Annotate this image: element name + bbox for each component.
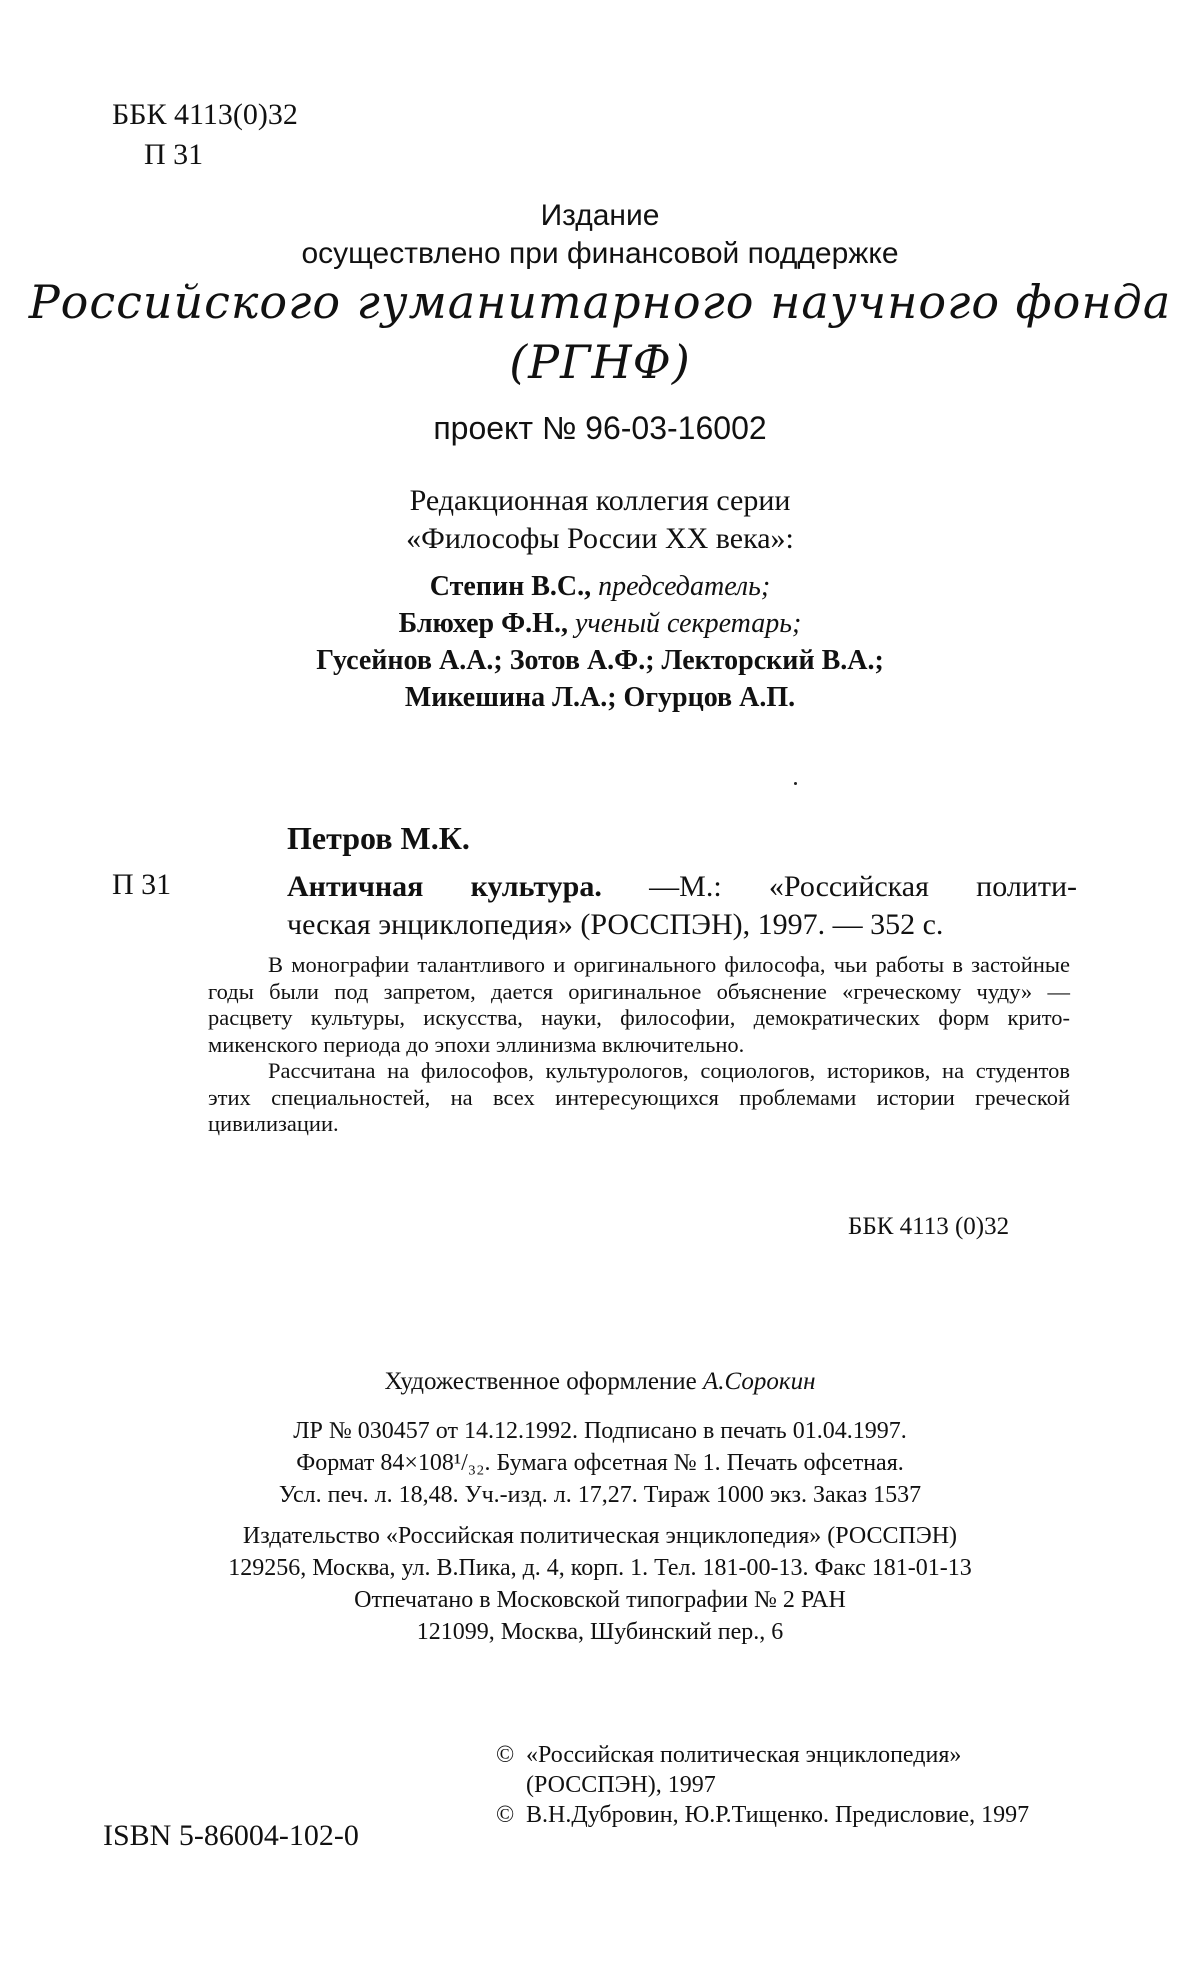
copyright-text: «Российская политическая энциклопедия» (РОССПЭН), 1997: [526, 1742, 962, 1798]
board-title-line: «Философы России XX века»:: [406, 522, 794, 555]
sponsor-note: [0, 197, 1200, 273]
annotation-paragraph: Рассчитана на философов, культурологов, социологов, историков, на студентов этих специальностей, на всех интересующихся проблемами истории греческой цивилизации.: [208, 1058, 1070, 1136]
print-detail-line: ЛР № 030457 от 14.12.1992. Подписано в печать 01.04.1997.: [293, 1418, 907, 1444]
sponsor-line: Издание: [540, 199, 660, 232]
project-number: проект № 96-03-16002: [433, 410, 767, 446]
board-row: [0, 568, 1200, 605]
bbk-code-bottom: ББК 4113 (0)32: [848, 1213, 1010, 1240]
board-row: Гусейнов А.А.; Зотов А.Ф.; Лекторский В.А.;: [316, 645, 884, 676]
bibliographic-line: ческая энциклопедия» (РОССПЭН), 1997. — 352 с.: [287, 908, 944, 941]
print-details: [0, 1415, 1200, 1511]
copyright-block: [496, 1740, 1096, 1830]
author-mark: П 31: [112, 868, 172, 901]
board-member-name: Степин В.С.,: [429, 571, 592, 602]
copyright-row: [496, 1740, 1096, 1800]
publisher-line: 121099, Москва, Шубинский пер., 6: [416, 1619, 784, 1645]
fund-name: [0, 272, 1200, 392]
publisher-line: Отпечатано в Московской типографии № 2 РАН: [354, 1587, 846, 1613]
board-row: Микешина Л.А.; Огурцов А.П.: [404, 682, 796, 713]
fund-abbrev: (РГНФ): [509, 335, 691, 389]
bbk-code-top: ББК 4113(0)32: [112, 98, 298, 131]
designer-name: А.Сорокин: [703, 1368, 816, 1395]
board-members: [0, 568, 1200, 716]
publisher-line: Издательство «Российская политическая энциклопедия» (РОССПЭН): [242, 1523, 958, 1549]
board-member-role: ученый секретарь;: [574, 608, 802, 639]
board-row: [0, 605, 1200, 642]
annotation-paragraph: В монографии талантливого и оригинального философа, чьи работы в застойные годы были под запретом, дается оригинальное объяснение «греческому чуду» — расцвету культуры, искусства, науки, философии, демократических форм крито-микенского периода до эпохи эллинизма включительно.: [208, 952, 1070, 1057]
print-detail-line: Усл. печ. л. 18,48. Уч.-изд. л. 17,27. Тираж 1000 экз. Заказ 1537: [278, 1482, 922, 1508]
sponsor-line: осуществлено при финансовой поддержке: [301, 237, 899, 270]
board-member-name: Блюхер Ф.Н.,: [398, 608, 568, 639]
bibliographic-line: [287, 868, 1077, 906]
board-title: [0, 482, 1200, 558]
fund-name-line: Российского гуманитарного научного фонда: [28, 275, 1172, 329]
copyright-symbol: ©: [496, 1802, 515, 1828]
board-member-role: председатель;: [598, 571, 771, 602]
book-title: Античная культура.: [287, 870, 602, 903]
design-label: Художественное оформление: [384, 1368, 697, 1395]
board-title-line: Редакционная коллегия серии: [409, 484, 791, 517]
copyright-symbol: ©: [496, 1742, 515, 1768]
publisher-details: [0, 1520, 1200, 1648]
bibliographic-record: [287, 868, 1077, 944]
publisher-line: 129256, Москва, ул. В.Пика, д. 4, корп. 1. Тел. 181-00-13. Факс 181-01-13: [228, 1555, 972, 1581]
copyright-text: В.Н.Дубровин, Ю.Р.Тищенко. Предисловие, 1997: [526, 1802, 1030, 1828]
copyright-row: [496, 1800, 1096, 1830]
author-name: Петров М.К.: [287, 820, 470, 856]
print-speck: [794, 782, 797, 785]
print-detail-line: Формат 84×108¹/₃₂. Бумага офсетная № 1. Печать офсетная.: [296, 1450, 904, 1476]
author-mark-top: П 31: [144, 138, 204, 171]
publisher-info: —М.: «Российская полити-: [601, 870, 1077, 903]
design-credit: [0, 1368, 1200, 1396]
isbn: ISBN 5-86004-102-0: [103, 1819, 359, 1852]
annotation: [208, 952, 1070, 1138]
